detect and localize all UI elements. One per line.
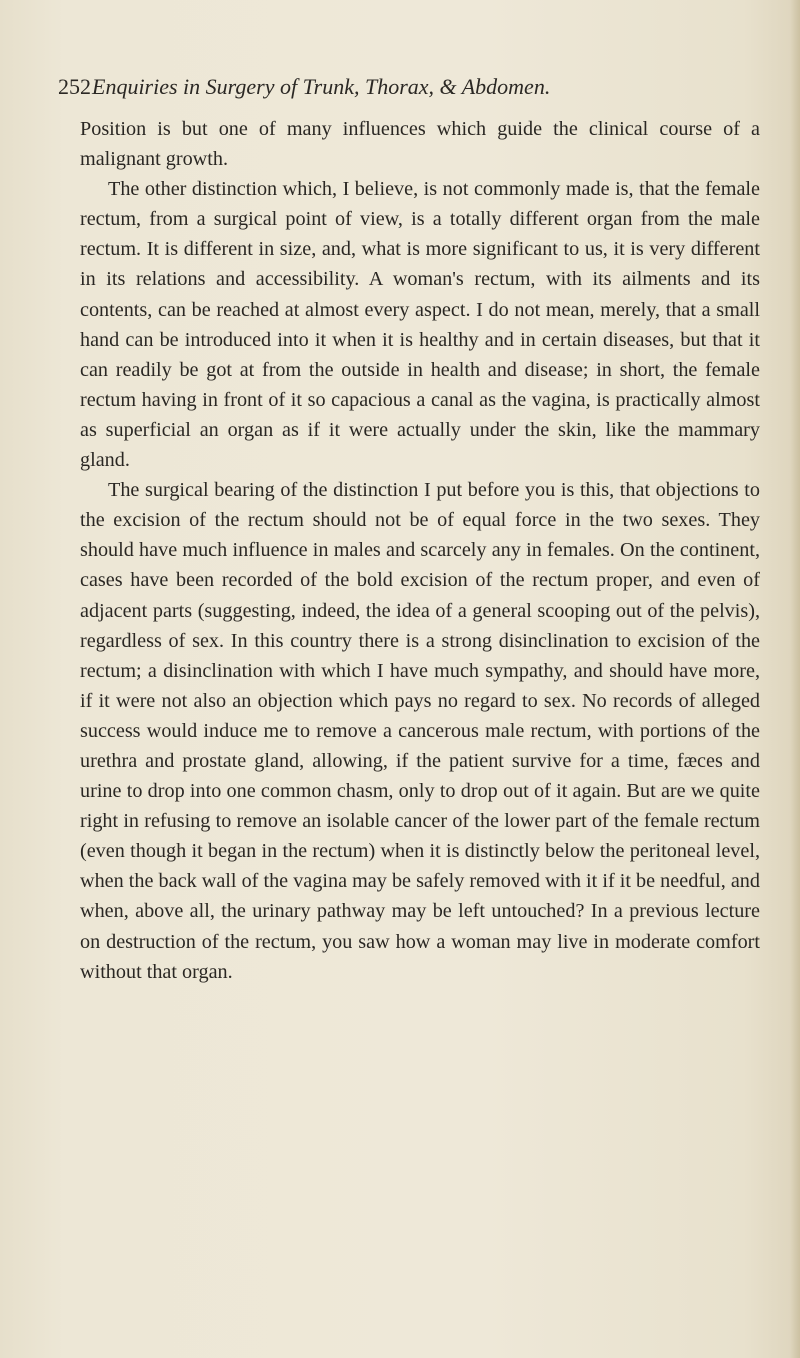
page-number: 252 (58, 74, 91, 99)
paragraph-1: Position is but one of many influences which guide the clinical course of a malignant growth. (80, 118, 760, 171)
running-title: Enquiries in Surgery of Trunk, Thorax, & Abdomen. (92, 74, 551, 99)
page-edge-shadow (790, 0, 800, 1358)
paragraph-3: The surgical bearing of the distinction I put before you is this, that objections to the excision of the rectum should not be of equal force in the two sexes. They should have much influence in males and scarcely any in females. On the continent, cases have been recorded of the bold excision of the rectum proper, and even of adjacent parts (suggesting, indeed, the idea of a general scooping out of the pelvis), regardless of sex. In this country there is a strong disinclination to excision of the rectum; a disinclination with which I have much sympathy, and should have more, if it were not also an objection which pays no regard to sex. No records of alleged success would induce me to remove a cancerous male rectum, with portions of the urethra and prostate gland, allowing, if the patient survive for a time, fæces and urine to drop into one common chasm, only to drop out of it again. But are we quite right in refusing to remove an isolable cancer of the lower part of the female rectum (even though it began in the rectum) when it is distinctly below the peritoneal level, when the back wall of the vagina may be safely removed with it if it be needful, and when, above all, the urinary pathway may be left untouched? In a previous lecture on destruction of the rectum, you saw how a woman may live in moderate comfort without that organ. (80, 479, 760, 983)
body-text (80, 114, 760, 987)
paragraph-2: The other distinction which, I believe, is not commonly made is, that the female rectum, from a surgical point of view, is a totally different organ from the male rectum. It is different in size, and, what is more significant to us, it is very different in its relations and accessibility. A woman's rectum, with its ailments and its contents, can be reached at almost every aspect. I do not mean, merely, that a small hand can be introduced into it when it is healthy and in certain diseases, but that it can readily be got at from the outside in health and disease; in short, the female rectum having in front of it so capacious a canal as the vagina, is practically almost as superficial an organ as if it were actually under the skin, like the mammary gland. (80, 178, 760, 472)
page-header (58, 74, 758, 106)
